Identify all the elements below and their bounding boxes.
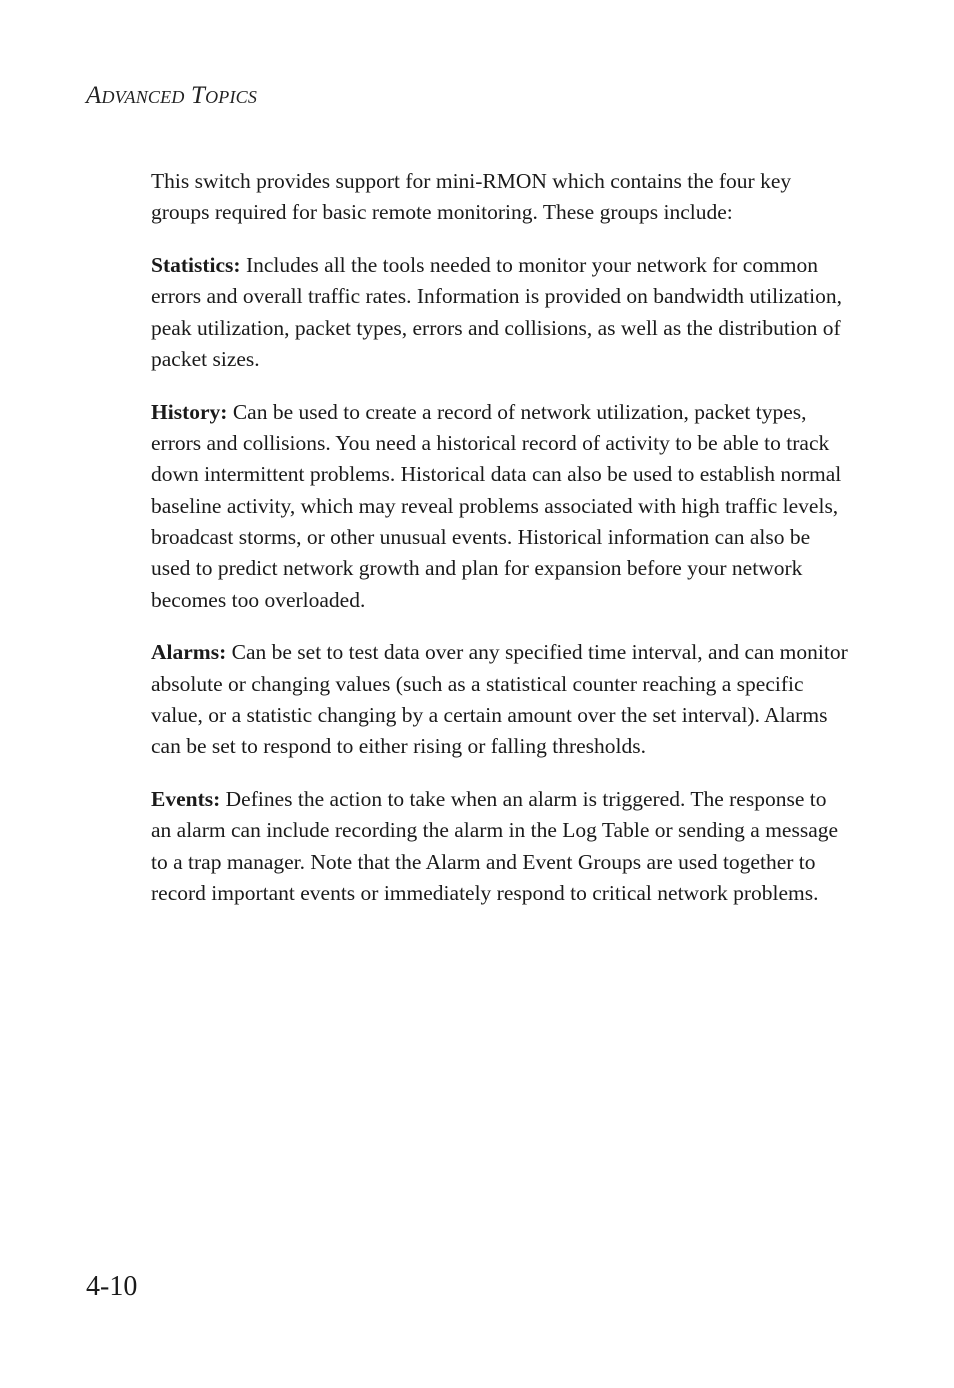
events-term: Events: xyxy=(151,787,221,812)
alarms-description: Can be set to test data over any specified time interval, and can monitor absolute or changing values (such as a statistical counter reaching a specific value, or a statistic changing by a certain amount over the set interval). Alarms can be set to respond to either rising or falling thresholds. xyxy=(151,640,848,759)
page-number: 4-10 xyxy=(86,1271,138,1302)
history-paragraph xyxy=(151,397,851,616)
events-paragraph xyxy=(151,784,851,909)
events-description: Defines the action to take when an alarm is triggered. The response to an alarm can include recording the alarm in the Log Table or sending a message to a trap manager. Note that the Alarm and Event Groups are used together to record important events or immediately respond to critical network problems. xyxy=(151,787,839,905)
alarms-term: Alarms: xyxy=(151,640,227,665)
running-header: Advanced Topics xyxy=(86,82,258,109)
body-content xyxy=(151,166,851,931)
statistics-description: Includes all the tools needed to monitor your network for common errors and overall traffic rates. Information is provided on bandwidth utilization, peak utilization, packet types, errors and collisions, as well as the distribution of packet sizes. xyxy=(151,253,842,371)
history-description: Can be used to create a record of network utilization, packet types, errors and collisions. You need a historical record of activity to be able to track down intermittent problems. Historical data can also be used to establish normal baseline activity, which may reveal problems associated with high traffic levels, broadcast storms, or other unusual events. Historical information can also be used to predict network growth and plan for expansion before your network becomes too overloaded. xyxy=(151,399,842,612)
intro-paragraph: This switch provides support for mini-RMON which contains the four key groups required for basic remote monitoring. These groups include: xyxy=(151,169,792,225)
alarms-paragraph xyxy=(151,637,851,762)
statistics-paragraph xyxy=(151,250,851,375)
statistics-term: Statistics: xyxy=(151,253,241,278)
history-term: History: xyxy=(151,399,228,424)
